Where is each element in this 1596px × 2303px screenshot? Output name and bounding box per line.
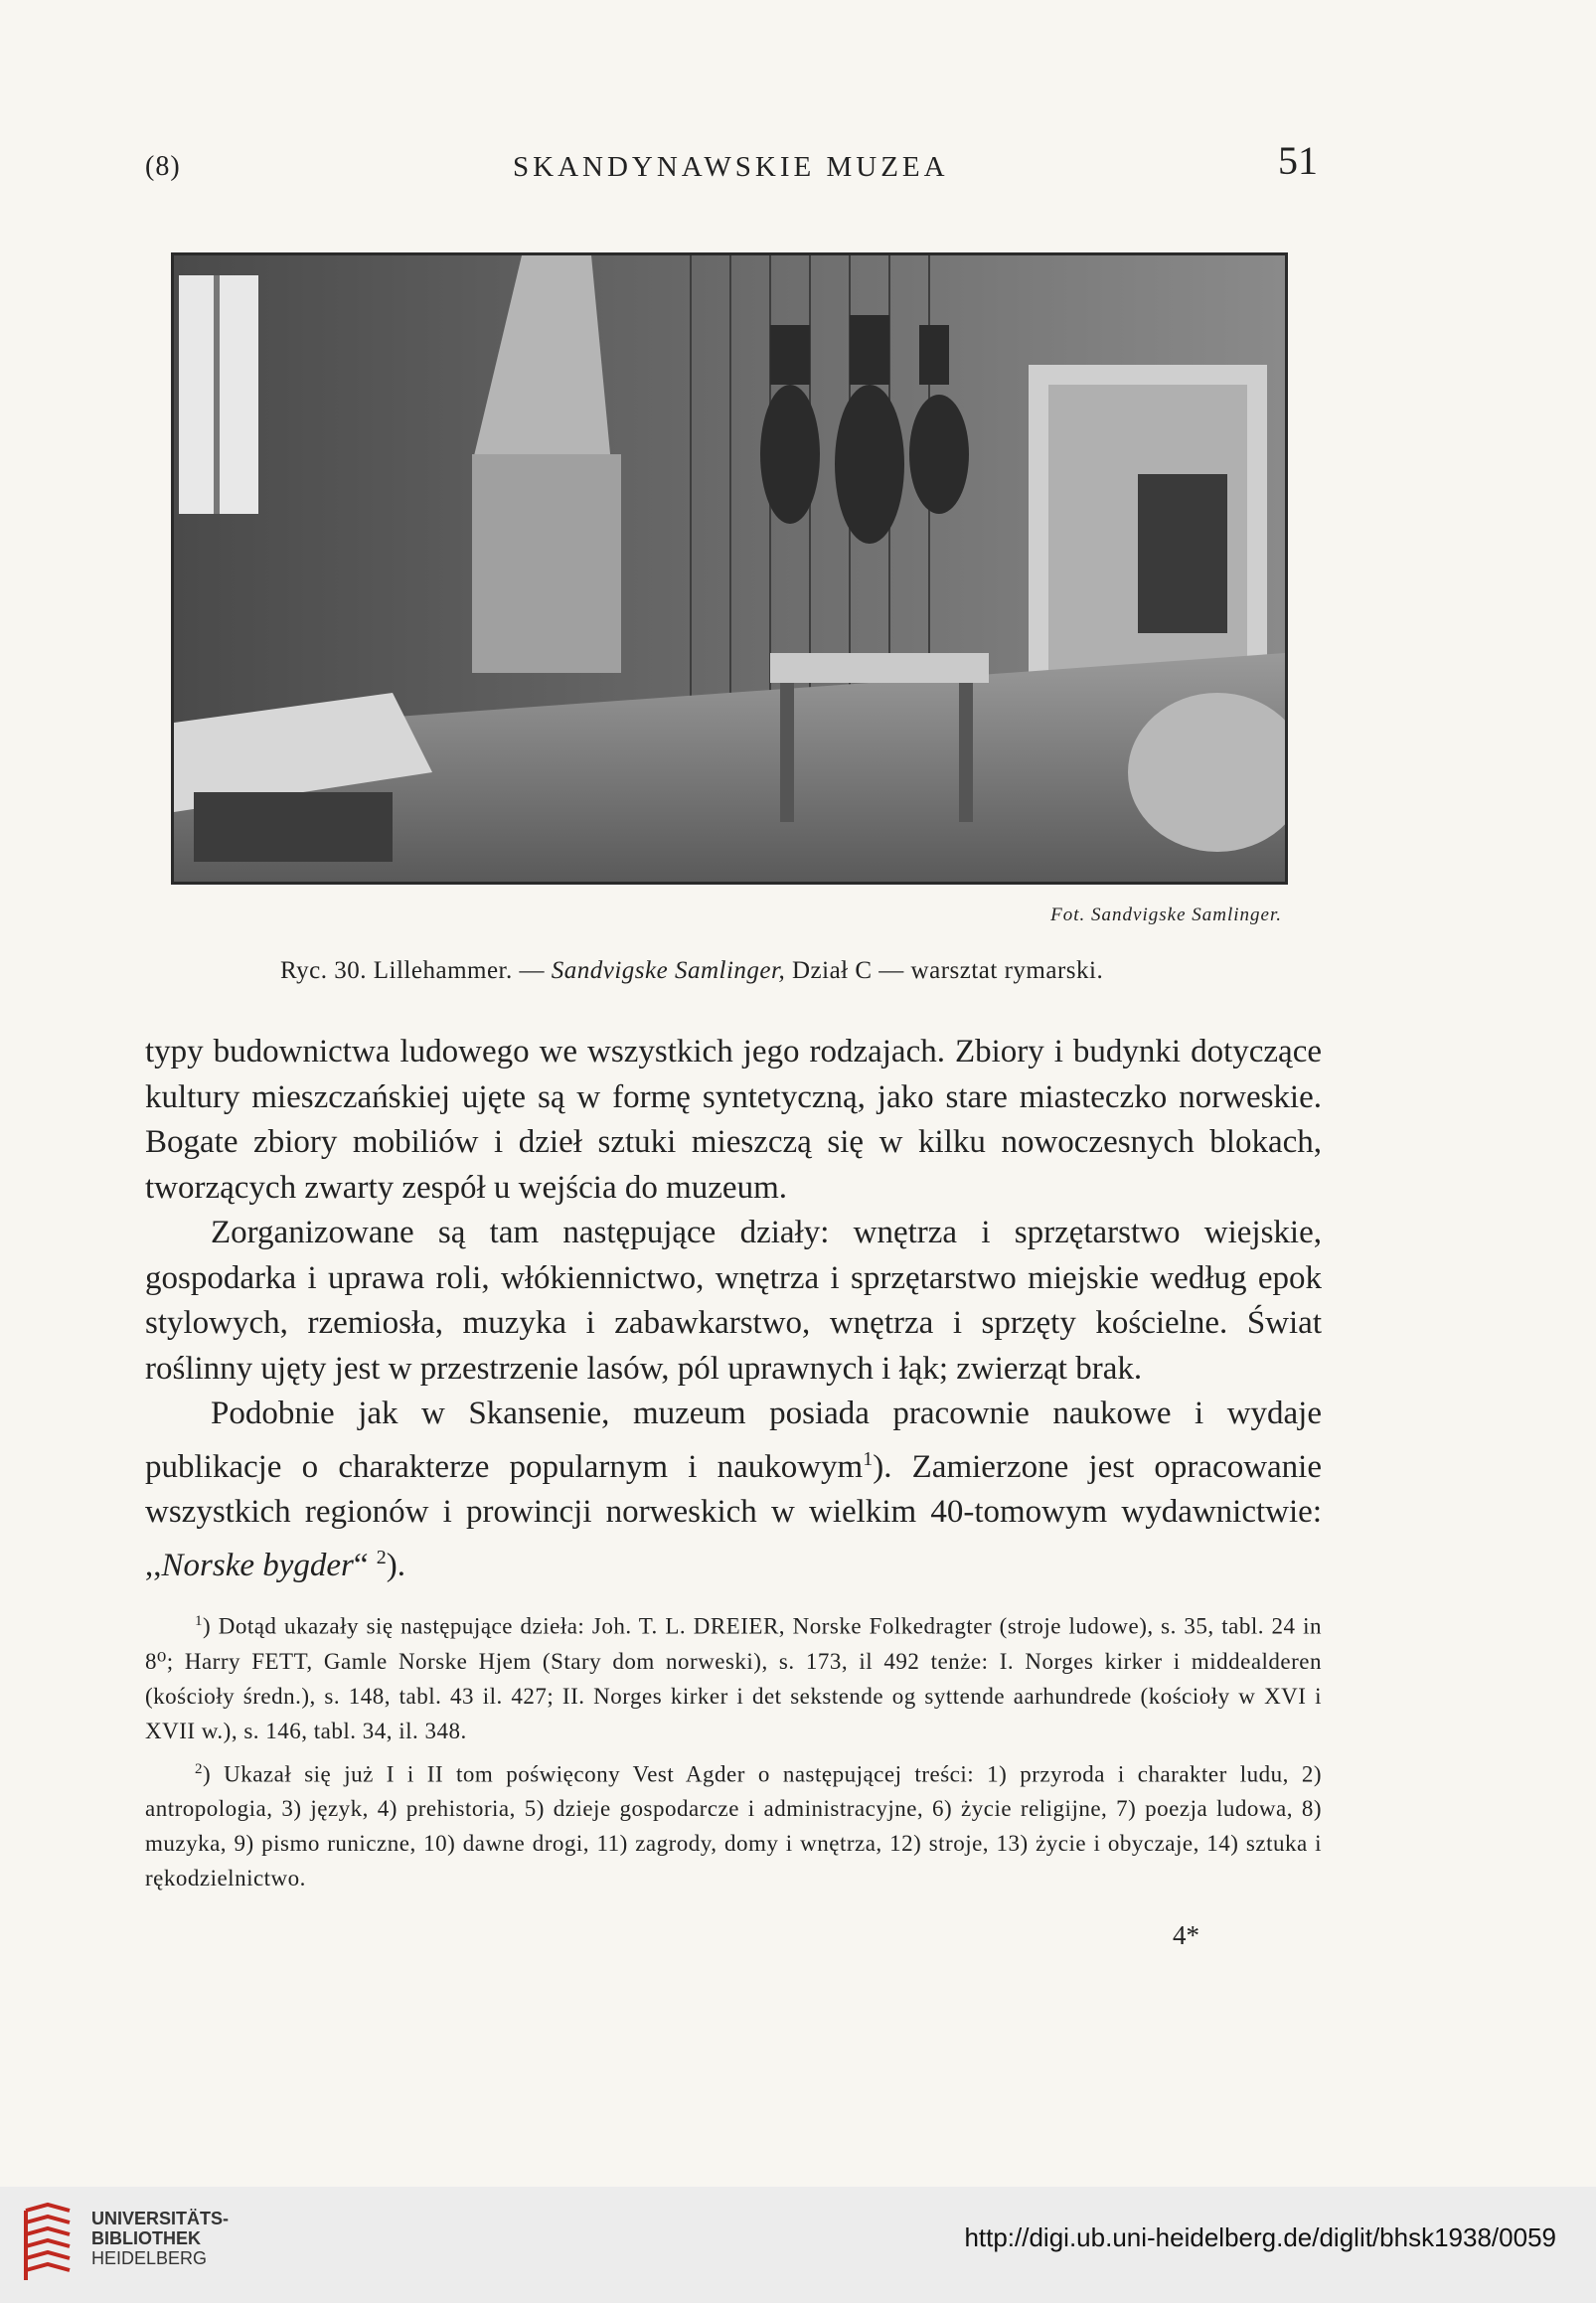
footnote-ref-1: 1 (863, 1447, 874, 1470)
library-name-line-3: HEIDELBERG (91, 2248, 208, 2268)
footnote-1-mark: 1 (195, 1613, 203, 1629)
figure-photograph (171, 252, 1288, 885)
figure-caption (280, 957, 1103, 985)
paragraph-3-part-a: Podobnie jak w Skansenie, muzeum posiada pracownie naukowe i wydaje publikacje o charakterze popularnym i naukowym (145, 1396, 1322, 1485)
signature-mark: 4* (1173, 1920, 1199, 1950)
library-name-line-1: UNIVERSITÄTS- (91, 2209, 230, 2228)
paragraph-3-italic-title: Norske bygder (161, 1547, 354, 1583)
footnote-2-text: ) Ukazał się już I i II tom poświęcony Vest Agder o następującej treści: 1) przyroda i charakter ludu, 2) antropologia, 3) język, 4) prehistoria, 5) dzieje gospodarcze i administracyjne, 6) życie religijne, 7) poezja ludowa, 8) muzyka, 9) pismo runiczne, 10) dawne drogi, 11) zagrody, domy i wnętrza, 12) stroje, 13) życie i obyczaje, 14) sztuka i rękodzielnictwo. (145, 1761, 1322, 1892)
running-header (145, 137, 1318, 187)
footnote-2-mark: 2 (195, 1760, 203, 1777)
header-section-number: (8) (145, 151, 181, 182)
footnote-1 (145, 1604, 1322, 1748)
paragraph-2: Zorganizowane są tam następujące działy: wnętrza i sprzętarstwo wiejskie, gospodarka i uprawa roli, włókiennictwo, wnętrza i sprzętarstwo miejskie według epok stylowych, rzemiosła, muzyka i zabawkarstwo, wnętrza i sprzęty kościelne. Świat roślinny ujęty jest w przestrzenie lasów, pól uprawnych i łąk; zwierząt brak. (145, 1215, 1322, 1387)
caption-suffix: Dział C — warsztat rymarski. (785, 957, 1104, 984)
footnotes (145, 1604, 1322, 1899)
footnote-1-text: ) Dotąd ukazały się następujące dzieła: Joh. T. L. DREIER, Norske Folkedragter (stroje ludowe), s. 35, tabl. 24 in 8⁰; Harry FETT, Gamle Norske Hjem (Stary dom norweski), s. 173, il 492 tenże: I. Norges kirker i middealderen (kościoły średn.), s. 148, tabl. 43 il. 427; II. Norges kirker i det sekstende og syttende aarhundrede (kościoły w XVI i XVII w.), s. 146, tabl. 34, il. 348. (145, 1613, 1322, 1743)
library-footer (0, 2187, 1596, 2303)
caption-italic: Sandvigske Samlinger, (551, 957, 786, 984)
paragraph-3-part-c: “ (353, 1547, 377, 1583)
photo-credit: Fot. Sandvigske Samlinger. (1050, 905, 1282, 925)
caption-prefix: Ryc. 30. Lillehammer. — (280, 957, 552, 984)
footnote-ref-2: 2 (376, 1546, 387, 1568)
workshop-photo-image (174, 255, 1285, 882)
paragraph-3-part-b: ). Zamierzone jest opracowanie wszystkich regionów i prowincji norweskich w wielkim 40-tomowym wydawnictwie: ,, (145, 1448, 1323, 1583)
paragraph-3-part-d: ). (386, 1547, 406, 1583)
library-logo-icon (18, 2201, 78, 2284)
source-url-link[interactable]: http://digi.ub.uni-heidelberg.de/diglit/bhsk1938/0059 (964, 2222, 1556, 2252)
library-name (91, 2209, 229, 2268)
footnote-2 (145, 1752, 1322, 1896)
body-text (145, 1030, 1322, 1588)
page-number: 51 (1278, 138, 1318, 183)
library-name-line-2: BIBLIOTHEK (91, 2228, 201, 2248)
header-title: SKANDYNAWSKIE MUZEA (513, 151, 949, 183)
paragraph-3 (145, 1392, 1322, 1588)
paragraph-1: typy budownictwa ludowego we wszystkich jego rodzajach. Zbiory i budynki dotyczące kultury mieszczańskiej ujęte są w formę syntetyczną, jako stare miasteczko norweskie. Bogate zbiory mobiliów i dzieł sztuki mieszczą się w kilku nowoczesnych blokach, tworzących zwarty zespół u wejścia do muzeum. (145, 1034, 1322, 1206)
